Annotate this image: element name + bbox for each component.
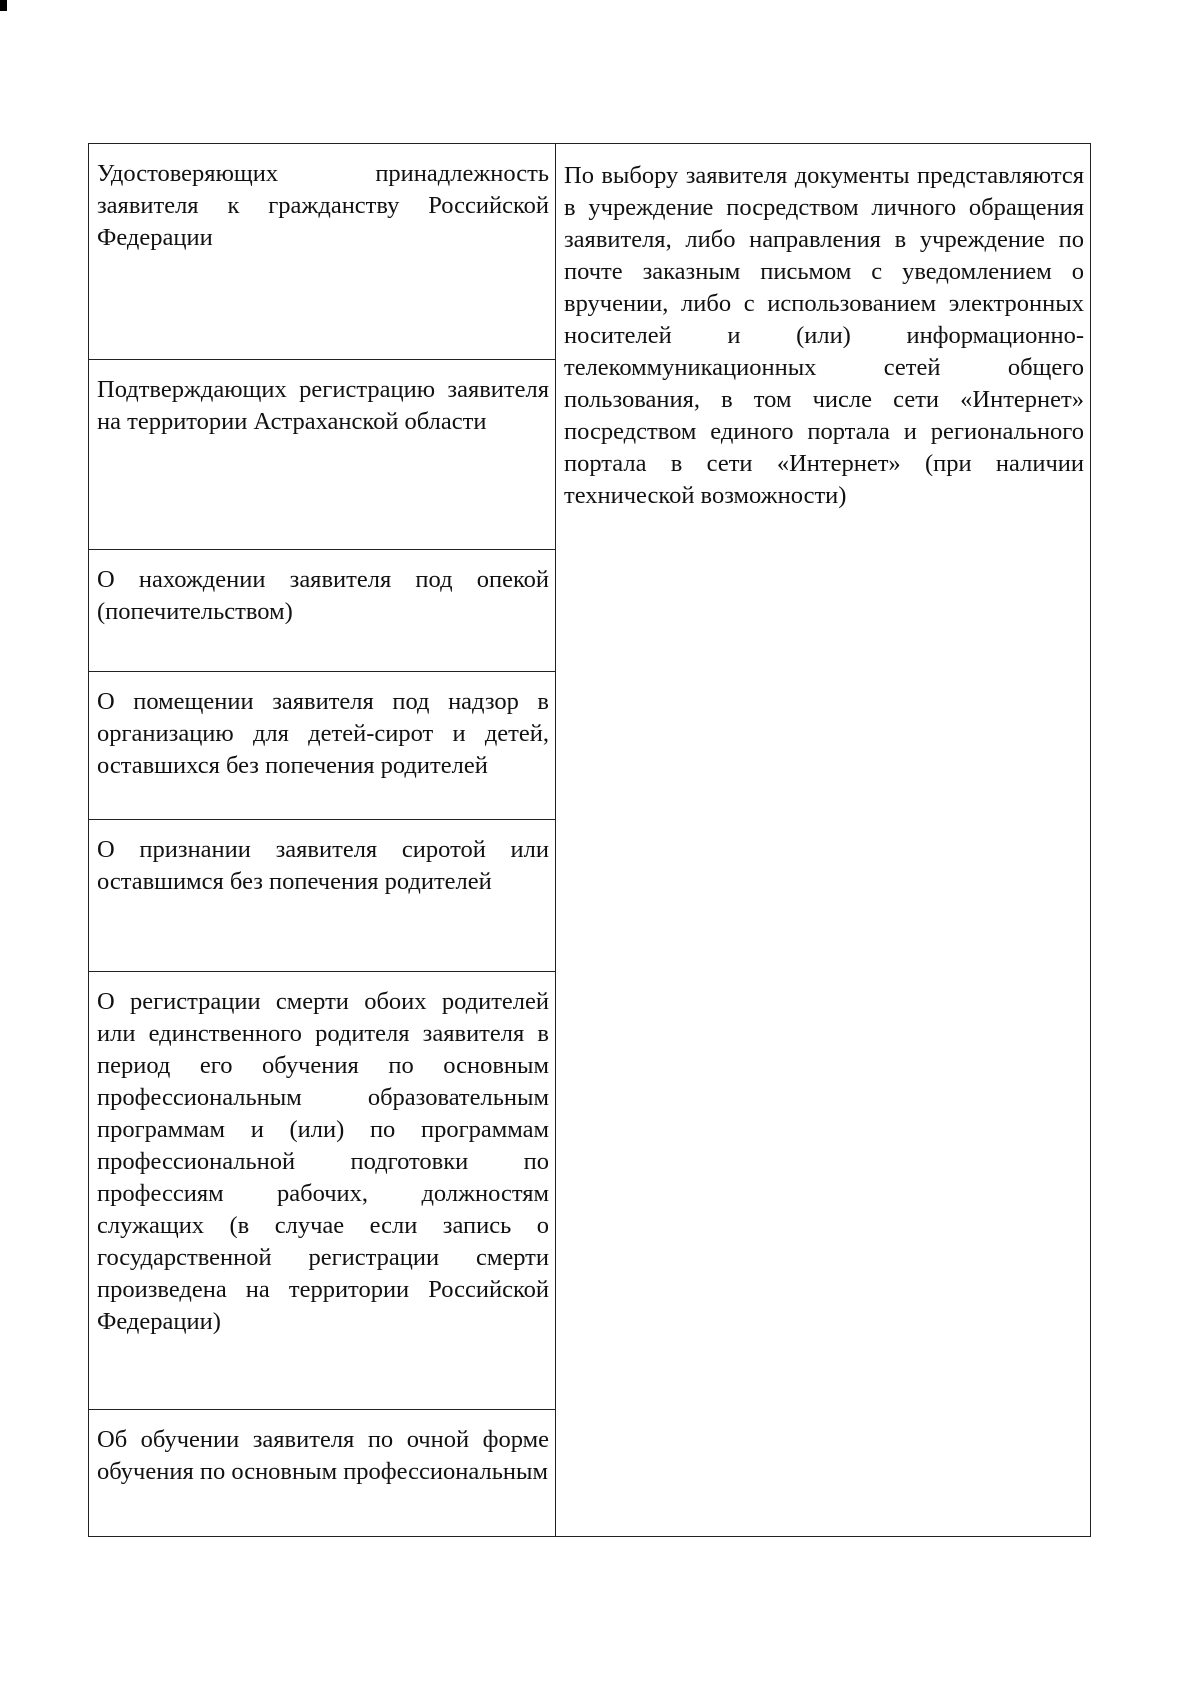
- scan-corner-mark: [0, 0, 7, 11]
- table-cell-orphan-status: О признании заявителя сиротой или оставшимся без попечения родителей: [89, 820, 556, 972]
- table-cell-orphan-institution: О помещении заявителя под надзор в организацию для детей-сирот и детей, оставшихся без попечения родителей: [89, 672, 556, 820]
- table-cell-registration: Подтверждающих регистрацию заявителя на территории Астраханской области: [89, 360, 556, 550]
- document-table: [88, 143, 1091, 1537]
- table-cell-citizenship: Удостоверяющих принадлежность заявителя к гражданству Российской Федерации: [89, 144, 556, 360]
- table-cell-death-registration: О регистрации смерти обоих родителей или единственного родителя заявителя в период его обучения по основным профессиональным образовательным программам и (или) по программам профессиональной подготовки по профессиям рабочих, должностям служащих (в случае если запись о государственной регистрации смерти произведена на территории Российской Федерации): [89, 972, 556, 1410]
- table-cell-submission-method: По выбору заявителя документы представляются в учреждение посредством личного обращения заявителя, либо направления в учреждение по почте заказным письмом с уведомлением о вручении, либо с использованием электронных носителей и (или) информационно-телекоммуникационных сетей общего пользования, в том числе сети «Интернет» посредством единого портала и регионального портала в сети «Интернет» (при наличии технической возможности): [556, 144, 1091, 1537]
- table-cell-guardianship: О нахождении заявителя под опекой (попечительством): [89, 550, 556, 672]
- table-cell-full-time-study: Об обучении заявителя по очной форме обучения по основным профессиональным: [89, 1410, 556, 1537]
- table-row: [89, 144, 1091, 360]
